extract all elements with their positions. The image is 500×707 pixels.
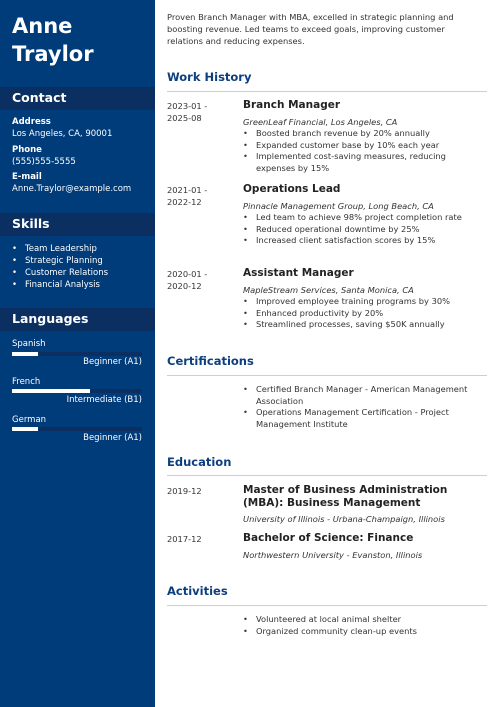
skill-item: • Team Leadership bbox=[12, 244, 97, 254]
job-date-start: 2020-01 - bbox=[167, 269, 208, 279]
address-value: Los Angeles, CA, 90001 bbox=[12, 129, 113, 139]
certifications-heading: Certifications bbox=[167, 354, 254, 368]
last-name: Traylor bbox=[12, 42, 94, 66]
list-item: • Increased client satisfaction scores by 15% bbox=[243, 235, 483, 247]
list-item: • Improved employee training programs by 30% bbox=[243, 296, 483, 308]
language-meter-fill bbox=[12, 427, 38, 431]
language-name-spanish: Spanish bbox=[12, 339, 46, 349]
language-meter-fill bbox=[12, 352, 38, 356]
skill-item: • Strategic Planning bbox=[12, 256, 103, 266]
school-name: University of Illinois - Urbana-Champaign, Illinois bbox=[243, 514, 445, 524]
job-org: GreenLeaf Financial, Los Angeles, CA bbox=[243, 117, 398, 127]
section-divider bbox=[167, 91, 487, 92]
language-name-german: German bbox=[12, 415, 47, 425]
language-level-french: Intermediate (B1) bbox=[66, 395, 142, 405]
job-date bbox=[167, 268, 227, 292]
section-divider bbox=[167, 475, 487, 476]
job-date-start: 2023-01 - bbox=[167, 101, 208, 111]
work-history-heading: Work History bbox=[167, 70, 252, 84]
skill-item: • Customer Relations bbox=[12, 268, 108, 278]
education-date: 2019-12 bbox=[167, 486, 202, 496]
degree-title: Master of Business Administration (MBA): Business Management bbox=[243, 484, 448, 509]
language-meter-spanish bbox=[12, 352, 142, 356]
job-bullets bbox=[243, 212, 483, 247]
contact-heading: Contact bbox=[12, 90, 67, 105]
contact-heading-bar bbox=[0, 87, 155, 110]
job-bullets bbox=[243, 128, 483, 174]
job-title: Assistant Manager bbox=[243, 267, 354, 279]
list-item: • Organized community clean-up events bbox=[243, 626, 483, 638]
language-meter-fill bbox=[12, 389, 90, 393]
email-value: Anne.Traylor@example.com bbox=[12, 184, 132, 194]
education-heading: Education bbox=[167, 455, 232, 469]
skills-heading: Skills bbox=[12, 216, 50, 231]
list-item: • Certified Branch Manager - American Management Association bbox=[243, 384, 483, 407]
job-date bbox=[167, 100, 227, 124]
education-date: 2017-12 bbox=[167, 534, 202, 544]
languages-heading: Languages bbox=[12, 311, 89, 326]
language-meter-french bbox=[12, 389, 142, 393]
job-org: Pinnacle Management Group, Long Beach, CA bbox=[243, 201, 434, 211]
list-item: • Expanded customer base by 10% each year bbox=[243, 140, 483, 152]
list-item: • Reduced operational downtime by 25% bbox=[243, 224, 483, 236]
job-title: Branch Manager bbox=[243, 99, 341, 111]
job-date bbox=[167, 184, 227, 208]
language-name-french: French bbox=[12, 377, 41, 387]
activity-list bbox=[243, 614, 483, 637]
skills-heading-bar bbox=[0, 213, 155, 236]
section-divider bbox=[167, 375, 487, 376]
sidebar bbox=[0, 0, 155, 707]
phone-value: (555)555-5555 bbox=[12, 157, 76, 167]
list-item: • Implemented cost-saving measures, reducing expenses by 15% bbox=[243, 151, 483, 174]
list-item: • Led team to achieve 98% project completion rate bbox=[243, 212, 483, 224]
degree-title: Bachelor of Science: Finance bbox=[243, 532, 414, 544]
job-date-end: 2025-08 bbox=[167, 113, 202, 123]
language-meter-german bbox=[12, 427, 142, 431]
list-item: • Volunteered at local animal shelter bbox=[243, 614, 483, 626]
phone-label: Phone bbox=[12, 145, 42, 155]
address-label: Address bbox=[12, 117, 51, 127]
job-date-end: 2020-12 bbox=[167, 281, 202, 291]
candidate-name bbox=[12, 12, 94, 68]
job-bullets bbox=[243, 296, 483, 331]
job-date-start: 2021-01 - bbox=[167, 185, 208, 195]
job-title: Operations Lead bbox=[243, 183, 341, 195]
section-divider bbox=[167, 605, 487, 606]
job-org: MapleStream Services, Santa Monica, CA bbox=[243, 285, 414, 295]
school-name: Northwestern University - Evanston, Illinois bbox=[243, 550, 423, 560]
first-name: Anne bbox=[12, 14, 73, 38]
skill-item: • Financial Analysis bbox=[12, 280, 100, 290]
certification-list bbox=[243, 384, 483, 430]
language-level-german: Beginner (A1) bbox=[83, 433, 142, 443]
list-item: • Streamlined processes, saving $50K annually bbox=[243, 319, 483, 331]
language-level-spanish: Beginner (A1) bbox=[83, 357, 142, 367]
job-date-end: 2022-12 bbox=[167, 197, 202, 207]
profile-summary: Proven Branch Manager with MBA, excelled in strategic planning and boosting revenue. Led teams to exceed goals, improving customer relations and reducing expenses. bbox=[167, 12, 454, 46]
email-label: E-mail bbox=[12, 172, 42, 182]
list-item: • Boosted branch revenue by 20% annually bbox=[243, 128, 483, 140]
list-item: • Operations Management Certification - Project Management Institute bbox=[243, 407, 483, 430]
languages-heading-bar bbox=[0, 308, 155, 331]
list-item: • Enhanced productivity by 20% bbox=[243, 308, 483, 320]
main-content bbox=[155, 0, 500, 707]
activities-heading: Activities bbox=[167, 584, 228, 598]
